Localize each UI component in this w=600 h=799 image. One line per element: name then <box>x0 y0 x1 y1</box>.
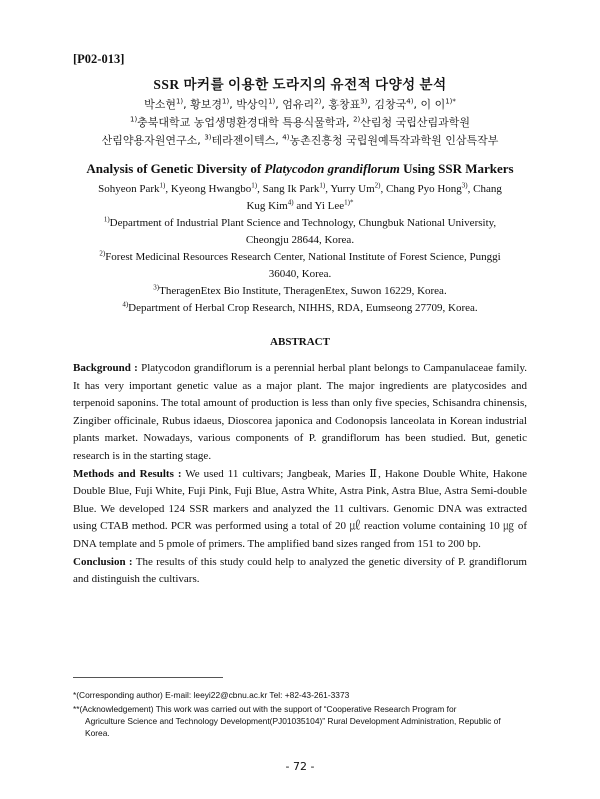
footnote-corresponding: *(Corresponding author) E-mail: leeyi22@cbnu.ac.kr Tel: +82-43-261-3373 <box>73 690 350 700</box>
affiliation-2-line-1: $^{2)}$Forest Medicinal Resources Research Center, National Institute of Forest Science, Punggi <box>99 249 501 263</box>
korean-affiliation-2: 산림약용자원연구소, $^{3)}$테라젠이텍스, $^{4)}$농촌진흥청 국립원예특작과학원 인삼특작부 <box>101 133 499 147</box>
title-part-b: Using SSR Markers <box>399 161 514 176</box>
korean-title: SSR 마커를 이용한 도라지의 유전적 다양성 분석 <box>153 77 447 92</box>
title-part-a: Analysis of Genetic Diversity of <box>86 161 265 176</box>
background-text: Platycodon grandiflorum is a perennial herbal plant belongs to Campanulaceae family. It has very important genetic value as a major plant. The major ingredients are platycosides and terpenoid saponins. The total amount of production is less than only five species, Schisandra chinensis, Zingiber officinale, Rubus idaeus, Dioscorea japonica and Codonopsis lanceolata in Korean industrial plants market. Nowadays, various components of P. grandiflorum has been studied. But, genetic research is in the starting stage. <box>73 362 527 462</box>
ack-line-2: Agriculture Science and Technology Development(PJ01035104)” Rural Development Administration, Republic of <box>85 716 501 726</box>
affiliation-2-line-2: 36040, Korea. <box>268 268 332 280</box>
abstract-heading: ABSTRACT <box>270 336 330 348</box>
abstract-body <box>73 360 527 589</box>
affiliation-3: $^{3)}$TheragenEtex Bio Institute, TheragenEtex, Suwon 16229, Korea. <box>153 283 447 297</box>
page-number: - 72 - <box>285 760 315 773</box>
korean-affiliation-1: $^{1)}$충북대학교 농업생명환경대학 특용식물학과, $^{2)}$산림청 국립산림과학원 <box>129 115 471 129</box>
footnote-divider <box>73 677 223 678</box>
title-species: Platycodon grandiflorum <box>264 161 400 176</box>
background-paragraph <box>73 360 527 466</box>
background-label: Background : <box>73 362 138 374</box>
footnote-acknowledgement <box>73 703 527 739</box>
affiliation-4: $^{4)}$Department of Herbal Crop Research, NIHHS, RDA, Eumseong 27709, Korea. <box>122 300 478 314</box>
conclusion-paragraph <box>73 554 527 589</box>
conclusion-label: Conclusion : <box>73 555 133 568</box>
poster-code: [P02-013] <box>73 52 125 66</box>
affiliation-1-line-1: $^{1)}$Department of Industrial Plant Science and Technology, Chungbuk National University, <box>103 215 497 229</box>
korean-authors: 박소현$^{1)}$, 황보경$^{1)}$, 박상익$^{1)}$, 엄유리$^{2)}$, 홍창표$^{3)}$, 김창국$^{4)}$, 이 이$^{1)*}$ <box>144 97 456 111</box>
ack-line-1: **(Acknowledgement) This work was carried out with the support of “Cooperative Research Program for <box>73 704 457 714</box>
methods-text: We used 11 cultivars; Jangbeak, Maries Ⅱ, Hakone Double White, Hakone Double Blue, Fuji White, Fuji Pink, Fuji Blue, Astra White, Astra Pink, Astra Blue, Astra Semi-double Blue. We developed 124 SSR markers and analyzed the 11 cultivars. Genomic DNA was extracted using CTAB method. PCR was performed using a total of 20 ㎕ reaction volume containing 10 ㎍ of DNA template and 5 pmole of primers. The amplified band sizes ranged from 151 to 200 bp. <box>73 467 527 550</box>
ack-line-3: Korea. <box>85 728 110 738</box>
methods-label: Methods and Results : <box>73 467 182 480</box>
affiliation-1-line-2: Cheongju 28644, Korea. <box>245 234 355 246</box>
english-authors-line-2: Kug Kim$^{4)}$ and Yi Lee$^{1)*}$ <box>246 198 354 212</box>
methods-paragraph <box>73 466 527 554</box>
conclusion-text: The results of this study could help to analyzed the genetic diversity of P. grandiflorum and distinguish the cultivars. <box>73 555 527 586</box>
english-authors-line-1: Sohyeon Park$^{1)}$, Kyeong Hwangbo$^{1)}$, Sang Ik Park$^{1)}$, Yurry Um$^{2)}$, Chang Pyo Hong$^{3)}$, Chang <box>98 181 502 195</box>
english-title <box>0 161 600 177</box>
